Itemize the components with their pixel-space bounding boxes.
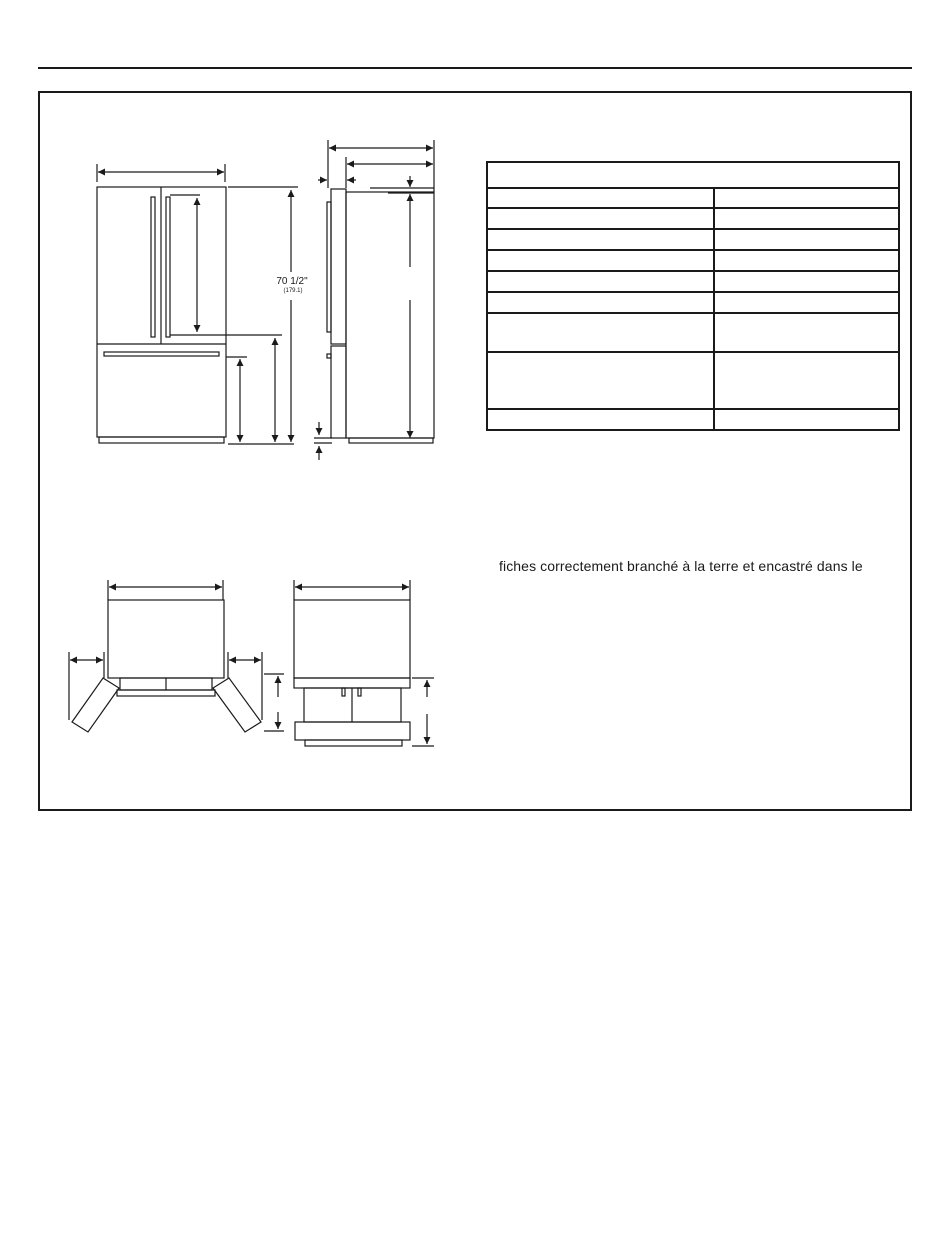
side-view [314,140,434,460]
spec-value [714,208,899,229]
grounding-note: fiches correctement branché à la terre et encastré dans le [499,558,863,574]
spec-value [714,292,899,313]
spec-value [714,188,899,208]
spec-label [487,250,714,271]
spec-label [487,188,714,208]
table-row [487,208,899,229]
spec-value [714,271,899,292]
spec-table-header [487,162,899,188]
spec-value [714,352,899,409]
spec-label [487,208,714,229]
top-rule [38,67,912,69]
spec-label [487,271,714,292]
table-row [487,229,899,250]
dimensions-panel [38,91,912,811]
spec-label [487,313,714,352]
top-view-doors-open [69,580,284,732]
front-view [97,164,298,444]
spec-label [487,292,714,313]
spec-label [487,352,714,409]
table-row [487,188,899,208]
spec-value [714,229,899,250]
table-row [487,409,899,430]
spec-value [714,250,899,271]
spec-label [487,229,714,250]
height-dimension-label: 70 1/2" [276,276,308,287]
spec-label [487,409,714,430]
table-row [487,352,899,409]
table-row [487,250,899,271]
table-row [487,292,899,313]
spec-value [714,409,899,430]
top-view-drawer-open [294,580,434,746]
table-row [487,313,899,352]
spec-value [714,313,899,352]
spec-table [486,161,900,431]
table-row [487,271,899,292]
height-dimension-metric-label: (179.1) [283,288,303,294]
